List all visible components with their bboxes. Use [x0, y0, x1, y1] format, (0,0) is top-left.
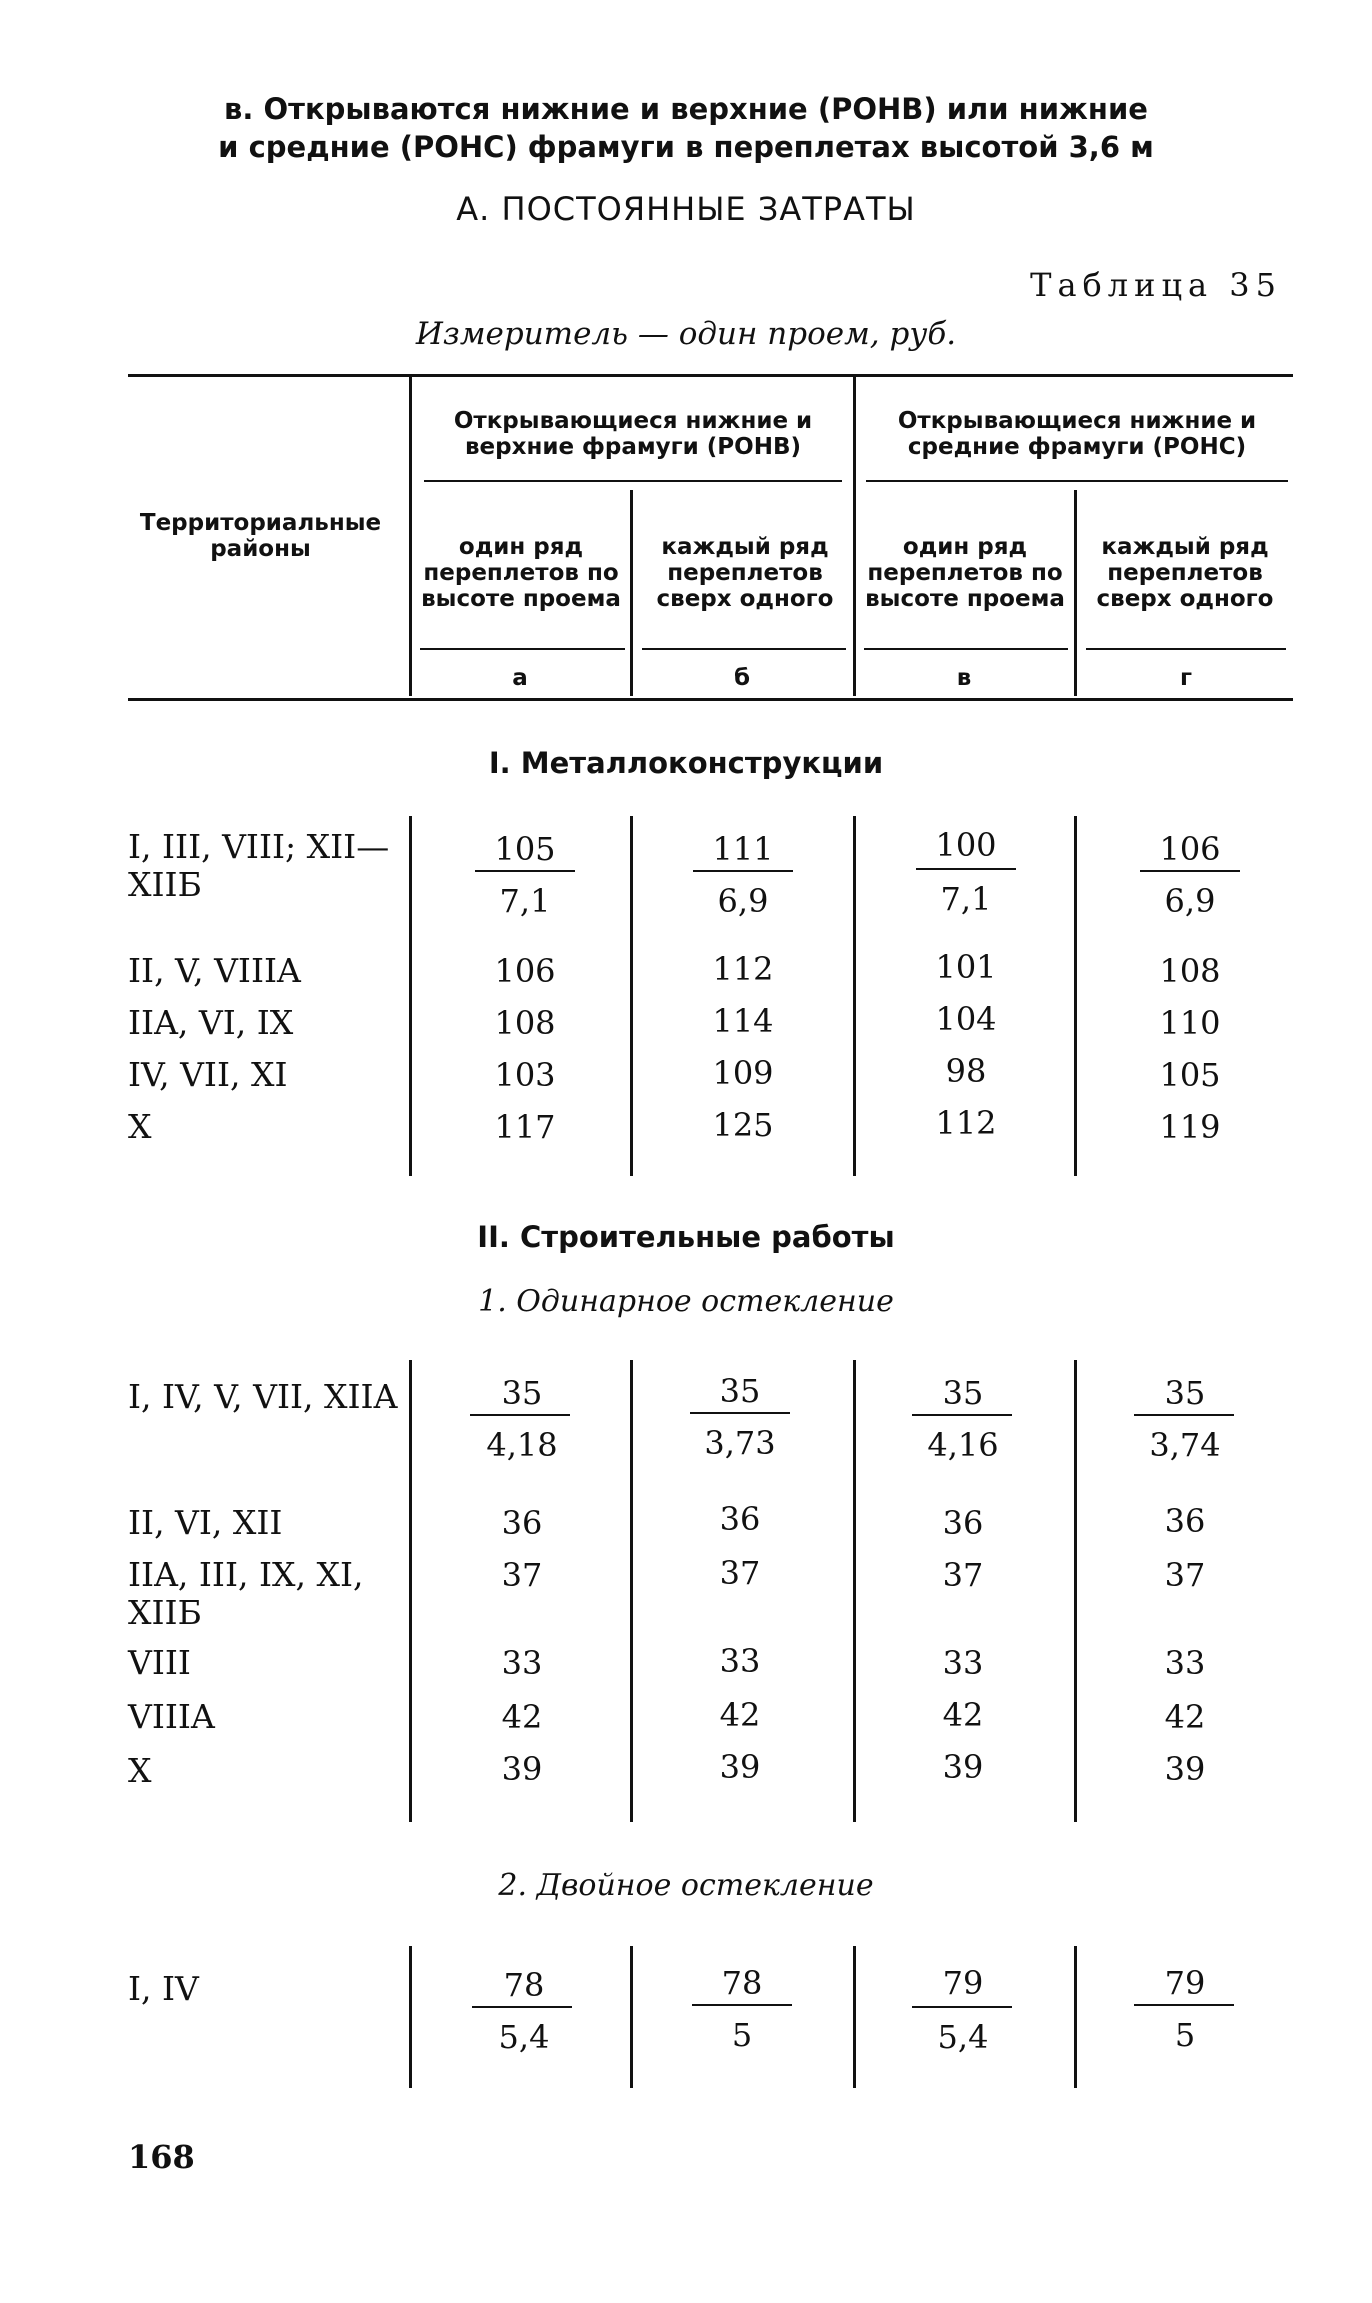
- s2a-row-1-v: 36: [942, 1504, 984, 1542]
- s2b-divider-2: [630, 1946, 633, 2088]
- s1-row-4-region: X: [128, 1107, 152, 1146]
- s1-row-3-region: IV, VII, XI: [128, 1055, 288, 1094]
- s1-frac-line-v: [916, 868, 1016, 870]
- header-top-rule: [128, 374, 1293, 377]
- s2a-frac-line-g: [1134, 1414, 1234, 1416]
- header-divider-3: [853, 376, 856, 696]
- group-rule-ronv: [424, 480, 842, 482]
- s1-frac-bottom-v: 7,1: [940, 880, 992, 918]
- s2a-row-2-region: IIA, III, IX, XI, XIIБ: [128, 1555, 364, 1632]
- s2b-divider-3: [853, 1946, 856, 2088]
- s1-frac-top-v: 100: [935, 826, 997, 864]
- group-rule-rons: [866, 480, 1288, 482]
- s1-row-1-g: 108: [1159, 952, 1221, 990]
- letter-b: б: [733, 665, 751, 691]
- s2b-frac-top-g: 79: [1164, 1964, 1206, 2002]
- s1-frac-bottom-b: 6,9: [717, 882, 769, 920]
- s1-row-3-b: 109: [712, 1054, 774, 1092]
- s2a-frac-line-b: [690, 1412, 790, 1414]
- s2b-frac-line-g: [1134, 2004, 1234, 2006]
- header-col-g: каждый ряд переплетов сверх одного: [1096, 534, 1274, 612]
- subsection-1-title: 1. Одинарное остекление: [478, 1284, 894, 1319]
- s2a-row-3-g: 33: [1164, 1644, 1206, 1682]
- s2a-row-4-v: 42: [942, 1696, 984, 1734]
- s1-frac-line-g: [1140, 870, 1240, 872]
- s1-row-3-a: 103: [494, 1056, 556, 1094]
- s2a-frac-top-a: 35: [501, 1374, 543, 1412]
- header-col-b: каждый ряд переплетов сверх одного: [656, 534, 834, 612]
- s2b-frac-top-b: 78: [721, 1964, 763, 2002]
- s1-row-2-v: 104: [935, 1000, 997, 1038]
- s1-row-4-b: 125: [712, 1106, 774, 1144]
- s1-row-3-v: 98: [945, 1052, 987, 1090]
- s2a-row-5-b: 39: [719, 1748, 761, 1786]
- s1-frac-top-b: 111: [712, 830, 774, 868]
- s1-row-2-a: 108: [494, 1004, 556, 1042]
- s2a-frac-top-b: 35: [719, 1372, 761, 1410]
- s2a-frac-bottom-g: 3,74: [1149, 1426, 1221, 1464]
- table-label: Таблица 35: [1030, 266, 1282, 304]
- s1-row-2-b: 114: [712, 1002, 774, 1040]
- s2a-row-3-v: 33: [942, 1644, 984, 1682]
- s2a-row-3-region: VIII: [128, 1643, 191, 1682]
- subsection-2-title: 2. Двойное остекление: [498, 1868, 874, 1903]
- s1-row-1-v: 101: [935, 948, 997, 986]
- s2a-row-2-b: 37: [719, 1554, 761, 1592]
- s2a-fraction-region: I, IV, V, VII, XIIA: [128, 1377, 398, 1416]
- s2a-frac-bottom-b: 3,73: [704, 1424, 776, 1462]
- s1-row-1-a: 106: [494, 952, 556, 990]
- letter-v: в: [956, 665, 972, 691]
- s2b-frac-top-a: 78: [503, 1966, 545, 2004]
- s2b-divider-4: [1074, 1946, 1077, 2088]
- s2a-frac-bottom-a: 4,18: [486, 1426, 558, 1464]
- s2b-fraction-region: I, IV: [128, 1969, 199, 2008]
- s1-divider-2: [630, 816, 633, 1176]
- heading-line-1: в. Открываются нижние и верхние (РОНВ) или нижние: [224, 92, 1148, 126]
- s1-row-1-b: 112: [712, 950, 774, 988]
- s2a-row-5-v: 39: [942, 1748, 984, 1786]
- s1-frac-bottom-a: 7,1: [499, 882, 551, 920]
- s2a-divider-2: [630, 1360, 633, 1822]
- s2a-row-4-region: VIIIA: [128, 1697, 215, 1736]
- section-1-title: I. Металлоконструкции: [488, 746, 884, 780]
- s2a-row-2-v: 37: [942, 1556, 984, 1594]
- section-2-title: II. Строительные работы: [477, 1220, 895, 1254]
- section-a-title: А. ПОСТОЯННЫЕ ЗАТРАТЫ: [456, 190, 916, 228]
- s2a-row-2-a: 37: [501, 1556, 543, 1594]
- s1-frac-bottom-g: 6,9: [1164, 882, 1216, 920]
- s2b-frac-line-b: [692, 2004, 792, 2006]
- s1-frac-line-a: [475, 870, 575, 872]
- s2b-frac-bottom-g: 5: [1174, 2016, 1196, 2054]
- header-divider-2: [630, 490, 633, 696]
- s1-row-4-g: 119: [1159, 1108, 1221, 1146]
- s2a-row-1-g: 36: [1164, 1502, 1206, 1540]
- s2a-row-3-b: 33: [719, 1642, 761, 1680]
- header-group-ronv: Открывающиеся нижние и верхние фрамуги (РОНВ): [453, 408, 813, 460]
- header-divider-1: [409, 376, 412, 696]
- s2a-row-1-b: 36: [719, 1500, 761, 1538]
- header-col-v: один ряд переплетов по высоте проема: [865, 534, 1065, 612]
- s1-row-2-g: 110: [1159, 1004, 1221, 1042]
- s2b-frac-line-a: [472, 2006, 572, 2008]
- s2b-frac-bottom-a: 5,4: [498, 2018, 550, 2056]
- s1-row-3-g: 105: [1159, 1056, 1221, 1094]
- s2a-row-3-a: 33: [501, 1644, 543, 1682]
- letter-rule-a: [420, 648, 625, 650]
- s1-row-4-a: 117: [494, 1108, 556, 1146]
- header-divider-4: [1074, 490, 1077, 696]
- s2a-row-4-g: 42: [1164, 1698, 1206, 1736]
- s2a-frac-top-v: 35: [942, 1374, 984, 1412]
- page-number: 168: [128, 2138, 195, 2176]
- s2a-row-1-a: 36: [501, 1504, 543, 1542]
- letter-rule-v: [864, 648, 1068, 650]
- header-group-rons: Открывающиеся нижние и средние фрамуги (РОНС): [897, 408, 1257, 460]
- s2a-divider-3: [853, 1360, 856, 1822]
- s2a-frac-bottom-v: 4,16: [927, 1426, 999, 1464]
- letter-g: г: [1179, 665, 1193, 691]
- s1-frac-line-b: [693, 870, 793, 872]
- s2a-frac-line-v: [912, 1414, 1012, 1416]
- s1-row-1-region: II, V, VIIIA: [128, 951, 301, 990]
- header-regions: Территориальные районы: [139, 510, 382, 562]
- s2a-frac-top-g: 35: [1164, 1374, 1206, 1412]
- s1-fraction-region: I, III, VIII; XII—XIIБ: [128, 827, 390, 904]
- s2a-row-5-g: 39: [1164, 1750, 1206, 1788]
- s2b-frac-bottom-v: 5,4: [937, 2018, 989, 2056]
- s2b-frac-top-v: 79: [942, 1964, 984, 2002]
- s2b-frac-bottom-b: 5: [731, 2016, 753, 2054]
- letter-a: а: [512, 665, 528, 691]
- header-col-a: один ряд переплетов по высоте проема: [421, 534, 621, 612]
- s2b-divider-1: [409, 1946, 412, 2088]
- header-bottom-rule: [128, 698, 1293, 701]
- s2b-frac-line-v: [912, 2006, 1012, 2008]
- s2a-row-4-a: 42: [501, 1698, 543, 1736]
- s2a-row-5-region: X: [128, 1751, 152, 1790]
- letter-rule-b: [642, 648, 846, 650]
- s1-divider-4: [1074, 816, 1077, 1176]
- s1-frac-top-g: 106: [1159, 830, 1221, 868]
- s1-row-4-v: 112: [935, 1104, 997, 1142]
- letter-rule-g: [1086, 648, 1286, 650]
- s2a-row-2-g: 37: [1164, 1556, 1206, 1594]
- heading-line-2: и средние (РОНС) фрамуги в переплетах высотой 3,6 м: [218, 130, 1154, 164]
- s2a-frac-line-a: [470, 1414, 570, 1416]
- measure-caption: Измеритель — один проем, руб.: [415, 316, 957, 352]
- s2a-row-4-b: 42: [719, 1696, 761, 1734]
- s2a-divider-4: [1074, 1360, 1077, 1822]
- s2a-row-1-region: II, VI, XII: [128, 1503, 283, 1542]
- s2a-row-5-a: 39: [501, 1750, 543, 1788]
- s1-frac-top-a: 105: [494, 830, 556, 868]
- s1-row-2-region: IIA, VI, IX: [128, 1003, 294, 1042]
- s1-divider-3: [853, 816, 856, 1176]
